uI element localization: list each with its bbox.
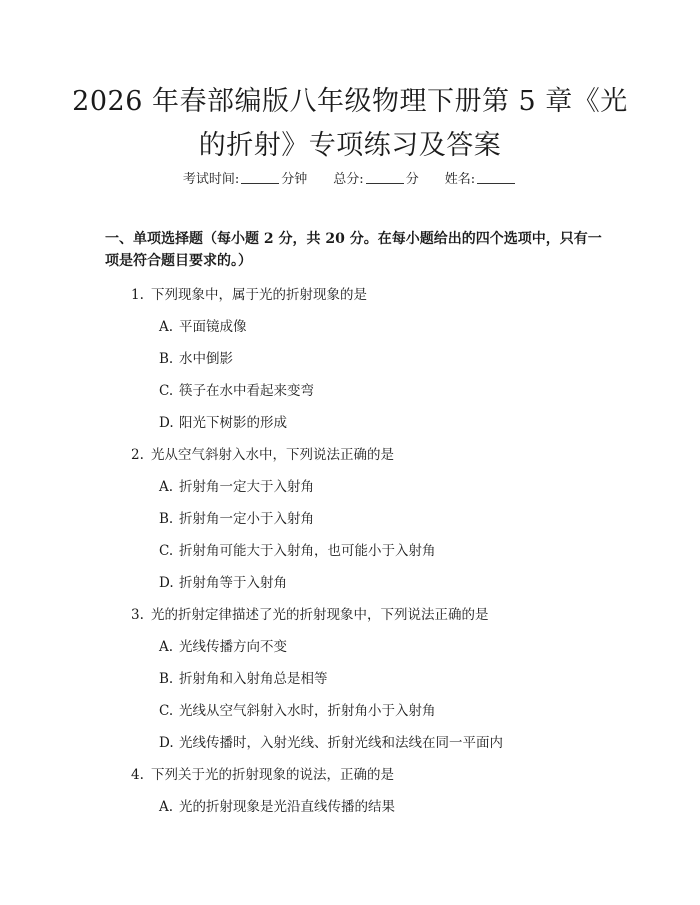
- option-1b: [159, 347, 233, 367]
- option-letter: C.: [159, 383, 174, 399]
- option-letter: B.: [159, 671, 174, 687]
- title-line-2: 的折射》专项练习及答案: [198, 130, 502, 161]
- option-letter: C.: [159, 543, 174, 559]
- question-1: [131, 283, 367, 303]
- option-2a: [159, 475, 314, 495]
- option-letter: D.: [159, 415, 174, 431]
- option-text: 光线传播方向不变: [179, 639, 287, 655]
- option-letter: A.: [159, 639, 174, 655]
- option-text: 折射角等于入射角: [179, 575, 287, 591]
- score-label: 总分:: [333, 172, 364, 187]
- page-title: [60, 80, 640, 168]
- option-1a: [159, 315, 247, 335]
- question-text: 下列现象中，属于光的折射现象的是: [151, 287, 367, 303]
- option-text: 光线传播时，入射光线、折射光线和法线在同一平面内: [179, 735, 503, 751]
- option-3d: [159, 731, 503, 751]
- option-text: 光线从空气斜射入水时，折射角小于入射角: [179, 703, 436, 719]
- option-letter: B.: [159, 511, 174, 527]
- option-text: 折射角可能大于入射角，也可能小于入射角: [179, 543, 436, 559]
- option-text: 折射角一定小于入射角: [179, 511, 314, 527]
- score-unit: 分: [405, 172, 419, 187]
- title-line-1: 2026 年春部编版八年级物理下册第 5 章《光: [72, 86, 628, 117]
- section-heading: 一、单项选择题（每小题 2 分，共 20 分。在每小题给出的四个选项中，只有一项是符合题目要求的。）: [105, 231, 602, 269]
- time-unit: 分钟: [281, 172, 308, 187]
- question-number: 3.: [131, 607, 144, 623]
- name-label: 姓名:: [444, 172, 476, 187]
- score-blank: [366, 171, 404, 184]
- option-1d: [159, 411, 287, 431]
- option-letter: D.: [159, 575, 174, 591]
- question-2: [131, 443, 394, 463]
- exam-meta: [0, 168, 700, 187]
- question-number: 4.: [131, 767, 144, 783]
- option-2c: [159, 539, 436, 559]
- question-4: [131, 763, 394, 783]
- question-3: [131, 603, 489, 623]
- option-letter: A.: [159, 479, 174, 495]
- time-label: 考试时间:: [182, 172, 240, 187]
- option-text: 折射角一定大于入射角: [179, 479, 314, 495]
- option-3c: [159, 699, 436, 719]
- option-4a: [159, 795, 395, 815]
- option-2b: [159, 507, 314, 527]
- option-text: 平面镜成像: [179, 319, 247, 335]
- option-letter: D.: [159, 735, 174, 751]
- option-3a: [159, 635, 287, 655]
- option-text: 光的折射现象是光沿直线传播的结果: [179, 799, 395, 815]
- question-text: 下列关于光的折射现象的说法，正确的是: [151, 767, 394, 783]
- option-letter: B.: [159, 351, 174, 367]
- option-2d: [159, 571, 287, 591]
- option-text: 折射角和入射角总是相等: [179, 671, 328, 687]
- option-1c: [159, 379, 314, 399]
- option-text: 筷子在水中看起来变弯: [179, 383, 314, 399]
- question-number: 2.: [131, 447, 144, 463]
- question-text: 光的折射定律描述了光的折射现象中，下列说法正确的是: [151, 607, 489, 623]
- option-text: 阳光下树影的形成: [179, 415, 287, 431]
- option-letter: C.: [159, 703, 174, 719]
- option-text: 水中倒影: [179, 351, 233, 367]
- option-letter: A.: [159, 799, 174, 815]
- question-text: 光从空气斜射入水中，下列说法正确的是: [151, 447, 394, 463]
- question-number: 1.: [131, 287, 144, 303]
- option-3b: [159, 667, 328, 687]
- time-blank: [241, 171, 279, 184]
- option-letter: A.: [159, 319, 174, 335]
- name-blank: [477, 171, 515, 184]
